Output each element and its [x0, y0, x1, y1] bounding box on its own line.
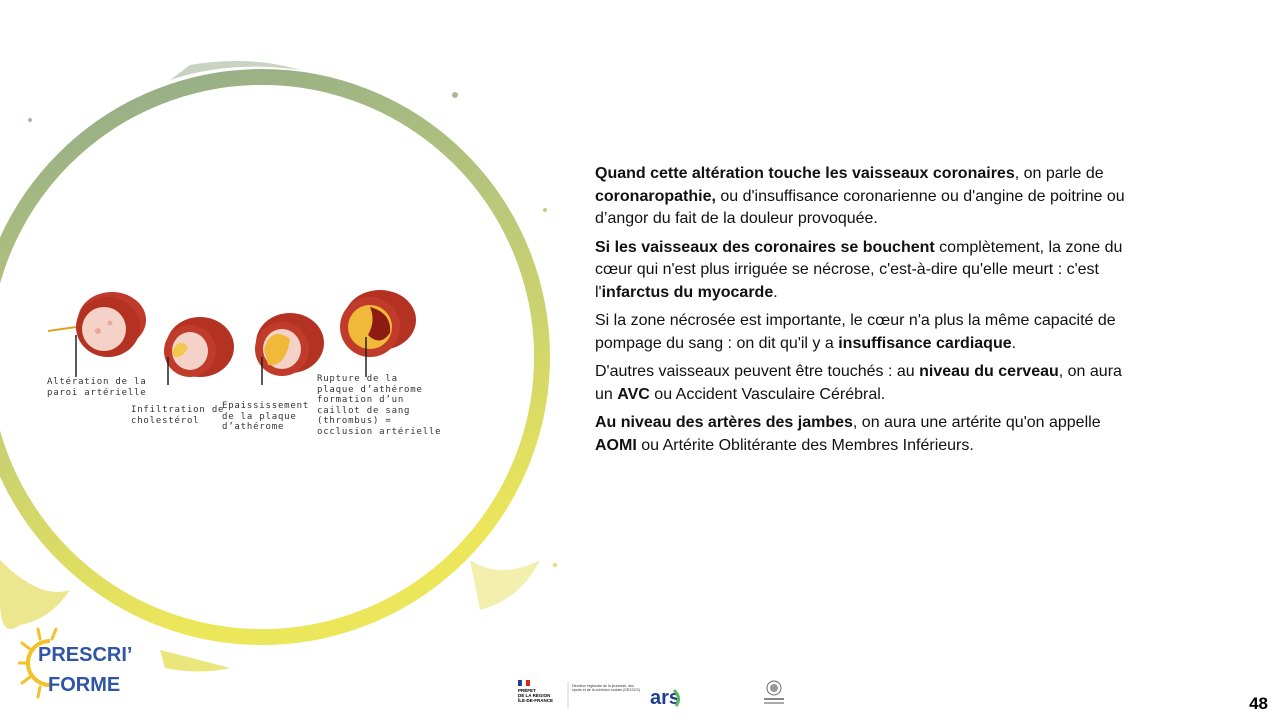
- flag-icon: [518, 680, 522, 686]
- drjscs-text: Direction régionale de la jeunesse, des sports et de la cohésion sociale (DRJSCS): [572, 684, 640, 693]
- text-run: Si les vaisseaux des coronaires se bouchent: [595, 238, 935, 256]
- label-infiltration-cholesterol: Infiltration de cholestérol: [131, 405, 225, 426]
- body-text: [595, 163, 1135, 463]
- text-run: complètement, la zone du cœur qui n'est plus irriguée se nécrose, c'est-à-dire qu'elle meurt : c'est l': [595, 238, 1123, 301]
- paragraph-2: [595, 237, 1135, 305]
- text-run: AOMI: [595, 436, 637, 454]
- ars-logo: ars: [650, 687, 681, 709]
- paragraph-5: [595, 412, 1135, 457]
- logo-line-1: PRESCRI’: [38, 644, 133, 666]
- page-number: 48: [1249, 694, 1268, 713]
- text-run: infarctus du myocarde: [601, 283, 774, 301]
- text-run: niveau du cerveau: [919, 363, 1059, 380]
- artery-stage-2: [164, 317, 234, 377]
- prefet-line-3: ÎLE-DE-FRANCE: [518, 698, 553, 703]
- label-epaississement-plaque: Epaississement de la plaque d’athérome: [222, 401, 310, 432]
- sun-icon: [18, 625, 138, 705]
- prefet-line-1: PRÉFET: [518, 688, 536, 693]
- label-paroi-arterielle: Altération de la paroi artérielle: [47, 377, 147, 398]
- text-run: coronaropathie,: [595, 187, 716, 205]
- text-run: AVC: [617, 385, 650, 403]
- text-run: ou Artérite Oblitérante des Membres Inférieurs.: [636, 436, 974, 454]
- prefet-line-2: DE LA RÉGION: [518, 693, 551, 698]
- artery-stage-3: [255, 313, 324, 376]
- text-run: Si la zone nécrosée est importante, le cœur n'a plus la même capacité de pompage du sang : on dit qu'il y a: [595, 312, 1116, 352]
- text-run: .: [773, 283, 778, 301]
- text-run: Au niveau des artères des jambes: [595, 414, 853, 431]
- logo-line-2: FORME: [48, 674, 121, 696]
- paragraph-4: [595, 361, 1135, 406]
- text-run: .: [1011, 334, 1017, 352]
- partner-logos: [512, 676, 790, 714]
- paragraph-1: [595, 163, 1135, 231]
- artery-stage-4: [340, 290, 416, 357]
- prescriforme-logo: [18, 625, 138, 705]
- artery-stage-1: [48, 292, 146, 357]
- text-run: D'autres vaisseaux peuvent être touchés : au: [595, 363, 920, 380]
- text-run: , on aura une artérite qu'on appelle: [852, 414, 1101, 431]
- text-run: , on parle de: [1014, 165, 1104, 182]
- text-run: ou Accident Vasculaire Cérébral.: [649, 385, 886, 403]
- label-rupture-plaque: Rupture de la plaque d’athérome formation d’un caillot de sang (thrombus) = occlusion artérielle: [317, 374, 442, 437]
- text-run: Quand cette altération touche les vaisseaux coronaires: [595, 165, 1015, 182]
- text-run: ou d'insuffisance coronarienne ou d'angine de poitrine ou d’angor du fait de la douleur provoquée.: [595, 187, 1125, 227]
- artery-illustration: [40, 285, 440, 385]
- text-run: insuffisance cardiaque: [838, 334, 1012, 352]
- text-run: , on aura un: [595, 363, 1122, 403]
- paragraph-3: [595, 310, 1135, 355]
